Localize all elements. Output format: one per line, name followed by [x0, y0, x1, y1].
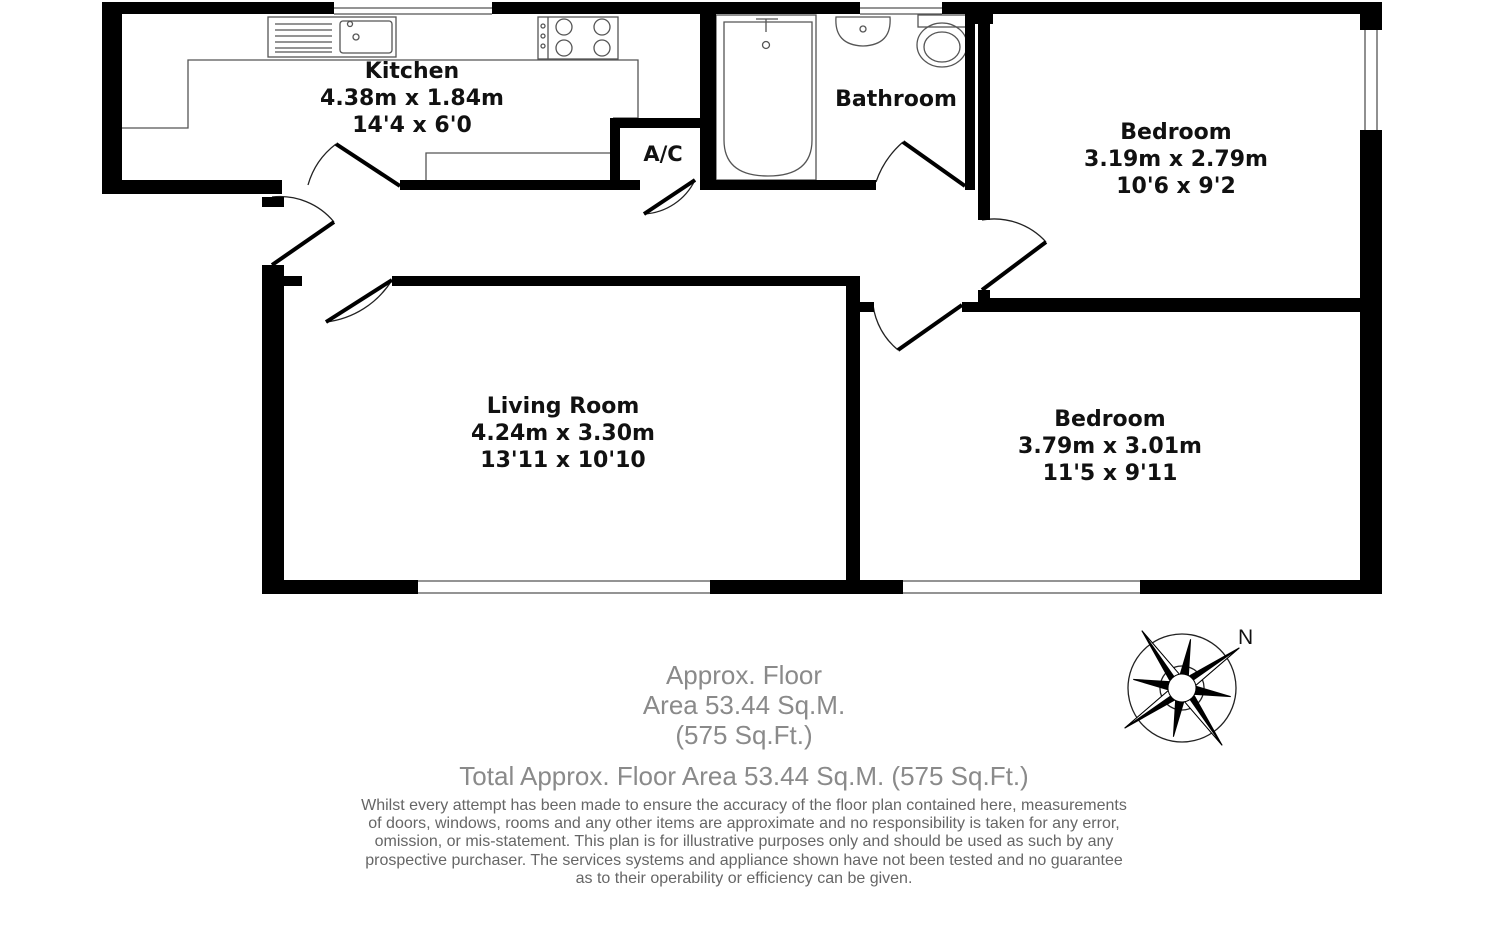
bathroom-name: Bathroom: [835, 87, 957, 112]
room-bedroom-2: [1018, 407, 1202, 486]
door-swings: [272, 142, 1046, 350]
living-room-imperial: 13'11 x 10'10: [480, 448, 646, 473]
total-floor-area: Total Approx. Floor Area 53.44 Sq.M. (575 Sq.Ft.): [459, 761, 1029, 791]
living-room-metric: 4.24m x 3.30m: [471, 421, 655, 446]
kitchen-imperial: 14'4 x 6'0: [352, 113, 472, 138]
room-living-room: [471, 394, 655, 473]
room-bathroom: [835, 87, 957, 112]
disclaimer: [200, 797, 1288, 888]
floor-area-line-3: (575 Sq.Ft.): [675, 720, 813, 750]
disclaimer-line: as to their operability or efficiency can be given.: [575, 869, 913, 887]
disclaimer-line: omission, or mis-statement. This plan is for illustrative purposes only and should be used as such by any: [374, 833, 1114, 851]
bedroom-1-name: Bedroom: [1120, 120, 1232, 145]
doors: [272, 142, 1046, 350]
north-label: N: [1238, 626, 1254, 649]
floor-area: [0, 660, 1488, 750]
kitchen-metric: 4.38m x 1.84m: [320, 86, 504, 111]
sink-icon: [268, 17, 396, 57]
disclaimer-line: prospective purchaser. The services systems and appliance shown have not been tested and no guarantee: [365, 851, 1123, 869]
room-bedroom-1: [1084, 120, 1268, 199]
floor-area-line-2: Area 53.44 Sq.M.: [642, 690, 846, 720]
kitchen-name: Kitchen: [364, 59, 460, 84]
bedroom-2-imperial: 11'5 x 9'11: [1042, 461, 1178, 486]
basin-icon: [836, 17, 890, 46]
floor-area-line-1: Approx. Floor: [665, 660, 823, 690]
bedroom-1-metric: 3.19m x 2.79m: [1084, 147, 1268, 172]
disclaimer-line: Whilst every attempt has been made to ensure the accuracy of the floor plan contained here, measurements: [361, 797, 1127, 814]
bedroom-2-name: Bedroom: [1054, 407, 1166, 432]
bath-icon: [716, 15, 816, 180]
bedroom-2-metric: 3.79m x 3.01m: [1018, 434, 1202, 459]
ac-name: A/C: [643, 142, 683, 166]
disclaimer-line: of doors, windows, rooms and any other items are approximate and no responsibility is taken for any error,: [368, 815, 1120, 833]
hob-icon: [538, 17, 618, 59]
room-kitchen: [320, 59, 504, 138]
walls: [102, 2, 1382, 594]
living-room-name: Living Room: [486, 394, 640, 419]
room-airing-cupboard: [643, 142, 682, 166]
toilet-icon: [917, 15, 970, 67]
bedroom-1-imperial: 10'6 x 9'2: [1116, 174, 1236, 199]
